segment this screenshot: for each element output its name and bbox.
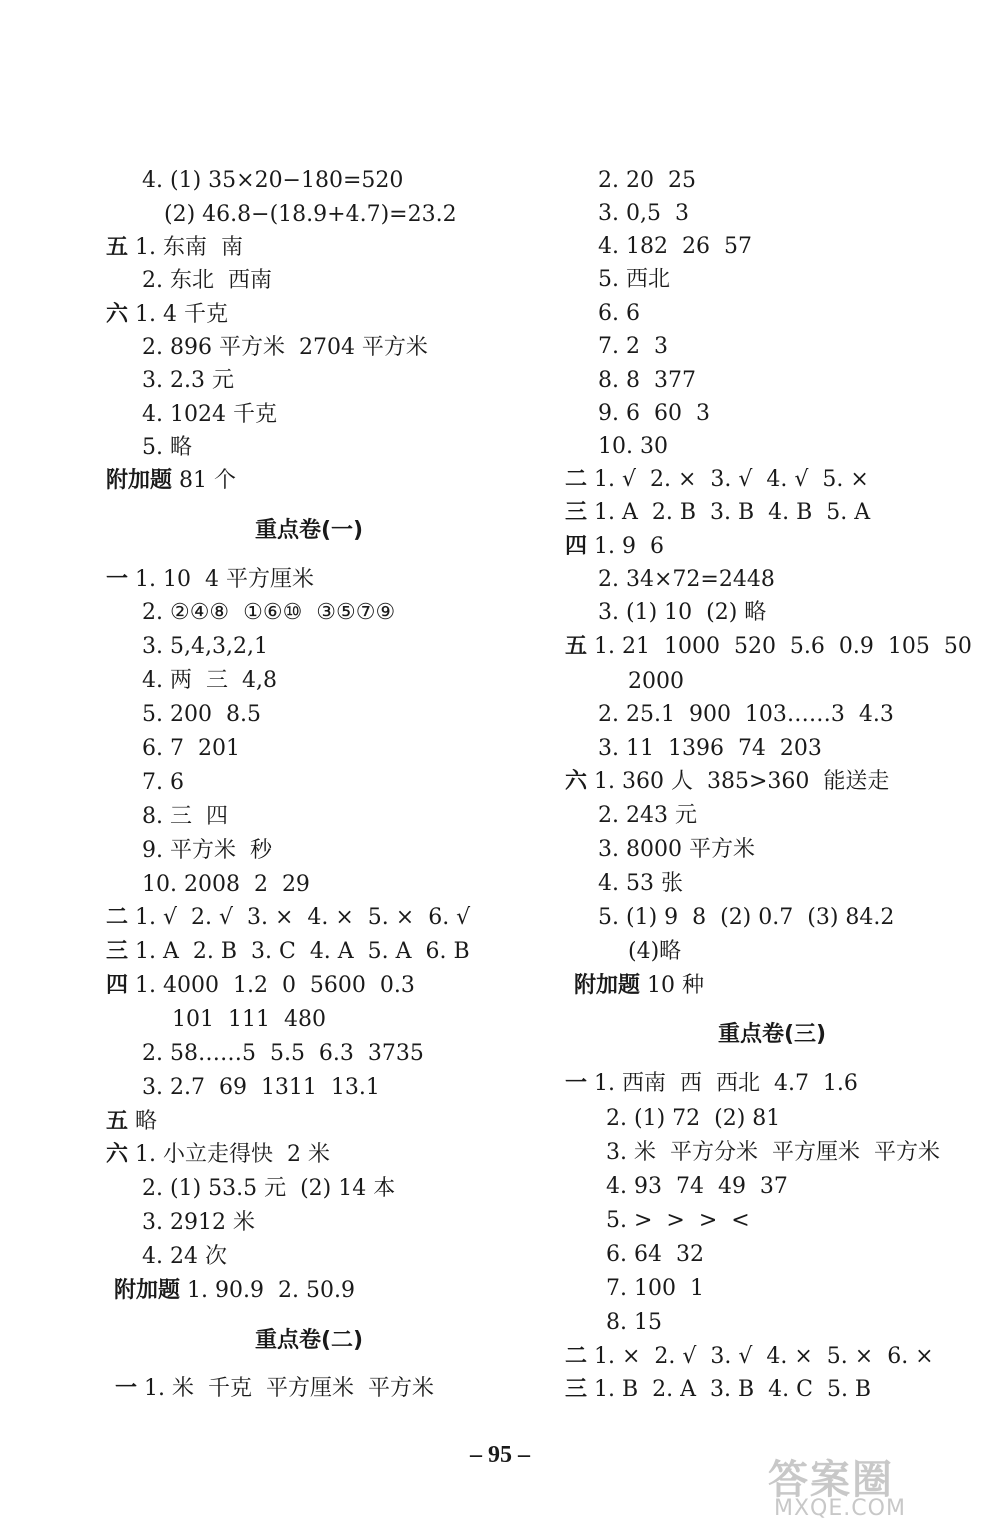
answer-line: 3. 2.3 元 — [142, 368, 234, 393]
answer-line: (2) 46.8−(18.9+4.7)=23.2 — [164, 202, 457, 227]
section-marker: 六 — [565, 769, 588, 794]
section-marker: 五 — [106, 1109, 129, 1134]
answer-line: 二 1. × 2. √ 3. √ 4. × 5. × 6. × — [565, 1344, 934, 1369]
answer-line: 2. ②④⑧ ①⑥⑩ ③⑤⑦⑨ — [142, 600, 396, 625]
answer-line: 3. 2.7 69 1311 13.1 — [142, 1075, 380, 1100]
answer-line: 2. 896 平方米 2704 平方米 — [142, 335, 428, 360]
answer-line: 六 1. 360 人 385>360 能送走 — [565, 769, 890, 794]
answer-line: 4. 182 26 57 — [598, 234, 752, 259]
watermark-brand: 答案圈 — [768, 1457, 894, 1503]
answer-line: 二 1. √ 2. √ 3. × 4. × 5. × 6. √ — [106, 905, 471, 930]
answer-line: 2. 243 元 — [598, 803, 697, 828]
answer-line: 5. 略 — [142, 435, 192, 460]
section-marker: 一 — [565, 1071, 588, 1096]
answer-line: 四 1. 4000 1.2 0 5600 0.3 — [106, 973, 415, 998]
page-number: – 95 – — [470, 1442, 530, 1468]
answer-line: 三 1. A 2. B 3. C 4. A 5. A 6. B — [106, 939, 470, 964]
answer-line: 5. 200 8.5 — [142, 702, 261, 727]
answer-line: 101 111 480 — [172, 1007, 326, 1032]
section-marker: 五 — [106, 235, 129, 260]
answer-line: 2. 东北 西南 — [142, 268, 272, 293]
section-heading: 重点卷(三) — [718, 1022, 827, 1047]
section-marker: 四 — [565, 534, 588, 559]
section-marker: 六 — [106, 302, 129, 327]
answer-line: 三 1. A 2. B 3. B 4. B 5. A — [565, 500, 871, 525]
section-heading: 重点卷(一) — [255, 518, 364, 543]
answer-line: (4)略 — [628, 939, 682, 964]
section-marker: 附加题 — [114, 1278, 181, 1303]
watermark-url: MXQE.COM — [774, 1496, 906, 1521]
answer-line: 8. 15 — [606, 1310, 662, 1335]
answer-line: 6. 64 32 — [606, 1242, 704, 1267]
section-marker: 二 — [565, 1344, 588, 1369]
answer-line: 3. (1) 10 (2) 略 — [598, 600, 767, 625]
answer-line: 附加题 1. 90.9 2. 50.9 — [114, 1278, 355, 1303]
answer-line: 7. 6 — [142, 770, 184, 795]
section-heading: 重点卷(二) — [255, 1328, 364, 1353]
answer-line: 六 1. 4 千克 — [106, 302, 228, 327]
answer-line: 2000 — [628, 669, 684, 694]
answer-line: 2. 25.1 900 103……3 4.3 — [598, 702, 894, 727]
answer-line: 3. 5,4,3,2,1 — [142, 634, 268, 659]
section-marker: 六 — [106, 1142, 129, 1167]
section-marker: 五 — [565, 634, 588, 659]
answer-line: 2. 58……5 5.5 6.3 3735 — [142, 1041, 424, 1066]
answer-line: 3. 米 平方分米 平方厘米 平方米 — [606, 1140, 940, 1165]
answer-line: 3. 2912 米 — [142, 1210, 255, 1235]
answer-line: 二 1. √ 2. × 3. √ 4. √ 5. × — [565, 467, 869, 492]
answer-line: 6. 6 — [598, 301, 640, 326]
answer-line: 9. 6 60 3 — [598, 401, 710, 426]
answer-line: 4. 93 74 49 37 — [606, 1174, 788, 1199]
answer-line: 2. (1) 53.5 元 (2) 14 本 — [142, 1176, 396, 1201]
answer-line: 3. 8000 平方米 — [598, 837, 755, 862]
answer-line: 9. 平方米 秒 — [142, 838, 272, 863]
answer-line: 4. 53 张 — [598, 871, 683, 896]
answer-line: 10. 30 — [598, 434, 668, 459]
answer-line: 3. 0,5 3 — [598, 201, 689, 226]
answer-line: 5. 西北 — [598, 267, 670, 292]
answer-line: 2. 34×72=2448 — [598, 567, 775, 592]
watermark-logo — [768, 1448, 996, 1521]
answer-line: 3. 11 1396 74 203 — [598, 736, 822, 761]
answer-line: 8. 8 377 — [598, 368, 696, 393]
answer-line: 4. 24 次 — [142, 1244, 227, 1269]
answer-line: 2. 20 25 — [598, 168, 696, 193]
section-marker: 二 — [106, 905, 129, 930]
section-marker: 二 — [565, 467, 588, 492]
section-marker: 一 — [106, 567, 129, 592]
answer-line: 一 1. 西南 西 西北 4.7 1.6 — [565, 1071, 858, 1096]
answer-line: 10. 2008 2 29 — [142, 872, 310, 897]
section-marker: 三 — [106, 939, 129, 964]
answer-line: 8. 三 四 — [142, 804, 228, 829]
answer-line: 7. 2 3 — [598, 334, 668, 359]
answer-line: 一 1. 10 4 平方厘米 — [106, 567, 314, 592]
section-marker: 三 — [565, 1377, 588, 1402]
answer-line: 4. 两 三 4,8 — [142, 668, 277, 693]
answer-line: 一 1. 米 千克 平方厘米 平方米 — [115, 1376, 434, 1401]
answer-line: 五 1. 21 1000 520 5.6 0.9 105 50 — [565, 634, 972, 659]
section-marker: 一 — [115, 1376, 138, 1401]
answer-line: 6. 7 201 — [142, 736, 240, 761]
answer-line: 7. 100 1 — [606, 1276, 704, 1301]
answer-line: 五 略 — [106, 1109, 158, 1134]
answer-line: 四 1. 9 6 — [565, 534, 664, 559]
answer-line: 5. > > > < — [606, 1208, 750, 1233]
section-marker: 附加题 — [574, 973, 641, 998]
answer-line: 附加题 81 个 — [106, 468, 237, 493]
answer-line: 4. 1024 千克 — [142, 402, 277, 427]
answer-line: 五 1. 东南 南 — [106, 235, 243, 260]
answer-line: 六 1. 小立走得快 2 米 — [106, 1142, 330, 1167]
answer-line: 2. (1) 72 (2) 81 — [606, 1106, 781, 1131]
section-marker: 附加题 — [106, 468, 173, 493]
answer-line: 4. (1) 35×20−180=520 — [142, 168, 404, 193]
section-marker: 四 — [106, 973, 129, 998]
answer-line: 5. (1) 9 8 (2) 0.7 (3) 84.2 — [598, 905, 895, 930]
section-marker: 三 — [565, 500, 588, 525]
answer-line: 附加题 10 种 — [574, 973, 705, 998]
answer-line: 三 1. B 2. A 3. B 4. C 5. B — [565, 1377, 872, 1402]
